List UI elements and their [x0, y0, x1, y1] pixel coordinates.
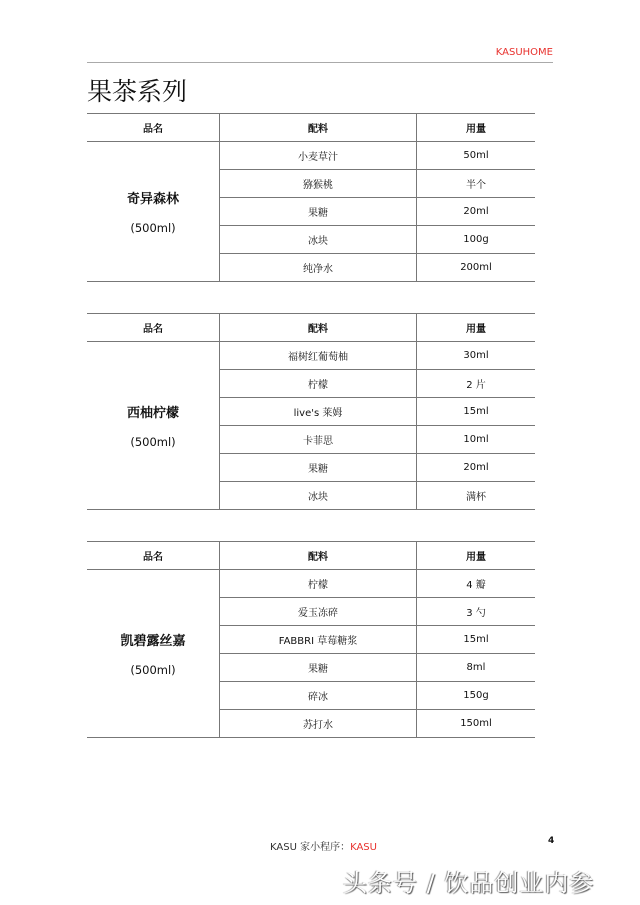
table-row: [87, 570, 535, 598]
ingredient-cell: 果糖: [220, 654, 417, 682]
amount-cell: 2 片: [417, 370, 536, 398]
product-name: 奇异森林: [126, 192, 179, 207]
ingredient-cell: 果糖: [220, 454, 417, 482]
column-header: 用量: [417, 314, 536, 342]
ingredient-cell: FABBRI 草莓糖浆: [220, 626, 417, 654]
product-volume: (500ml): [130, 221, 176, 235]
column-header: 配料: [220, 542, 417, 570]
ingredient-cell: 爱玉冻碎: [220, 598, 417, 626]
column-header: 品名: [87, 114, 220, 142]
ingredient-cell: 柠檬: [220, 370, 417, 398]
footer-text: [270, 838, 377, 853]
product-volume: (500ml): [130, 663, 176, 677]
amount-cell: 15ml: [417, 626, 536, 654]
recipe-table: [87, 113, 535, 282]
ingredient-cell: 碎冰: [220, 682, 417, 710]
ingredient-cell: 冰块: [220, 482, 417, 510]
column-header: 品名: [87, 542, 220, 570]
amount-cell: 满杯: [417, 482, 536, 510]
ingredient-cell: 冰块: [220, 226, 417, 254]
ingredient-cell: 柠檬: [220, 570, 417, 598]
header-divider: [87, 62, 553, 63]
page-title: 果茶系列: [87, 77, 188, 106]
amount-cell: 20ml: [417, 198, 536, 226]
amount-cell: 4 瓣: [417, 570, 536, 598]
ingredient-cell: 苏打水: [220, 710, 417, 738]
amount-cell: 20ml: [417, 454, 536, 482]
product-name: 凯碧露丝嘉: [120, 634, 186, 649]
ingredient-cell: 卡菲思: [220, 426, 417, 454]
brand-label: KASUHOME: [495, 47, 553, 58]
amount-cell: 30ml: [417, 342, 536, 370]
amount-cell: 半个: [417, 170, 536, 198]
column-header: 配料: [220, 114, 417, 142]
ingredient-cell: 猕猴桃: [220, 170, 417, 198]
ingredient-cell: live's 莱姆: [220, 398, 417, 426]
column-header: 品名: [87, 314, 220, 342]
column-header: 用量: [417, 542, 536, 570]
amount-cell: 10ml: [417, 426, 536, 454]
ingredient-cell: 小麦草汁: [220, 142, 417, 170]
product-volume: (500ml): [130, 435, 176, 449]
table-header-row: [87, 114, 535, 142]
amount-cell: 50ml: [417, 142, 536, 170]
ingredient-cell: 福树红葡萄柚: [220, 342, 417, 370]
product-cell: [87, 142, 220, 282]
product-cell: [87, 570, 220, 738]
amount-cell: 15ml: [417, 398, 536, 426]
ingredient-cell: 纯净水: [220, 254, 417, 282]
ingredient-cell: 果糖: [220, 198, 417, 226]
watermark: 头条号 / 饮品创业内参: [343, 869, 595, 897]
product-cell: [87, 342, 220, 510]
amount-cell: 150g: [417, 682, 536, 710]
table-row: [87, 142, 535, 170]
amount-cell: 3 勺: [417, 598, 536, 626]
amount-cell: 100g: [417, 226, 536, 254]
recipe-table: [87, 313, 535, 510]
amount-cell: 8ml: [417, 654, 536, 682]
page-number: 4: [548, 836, 555, 846]
column-header: 用量: [417, 114, 536, 142]
amount-cell: 200ml: [417, 254, 536, 282]
amount-cell: 150ml: [417, 710, 536, 738]
recipe-table: [87, 541, 535, 738]
footer-highlight: KASU: [350, 842, 377, 853]
product-name: 西柚柠檬: [126, 406, 179, 421]
table-header-row: [87, 314, 535, 342]
table-header-row: [87, 542, 535, 570]
column-header: 配料: [220, 314, 417, 342]
footer-label: KASU 家小程序：: [270, 842, 351, 853]
table-row: [87, 342, 535, 370]
